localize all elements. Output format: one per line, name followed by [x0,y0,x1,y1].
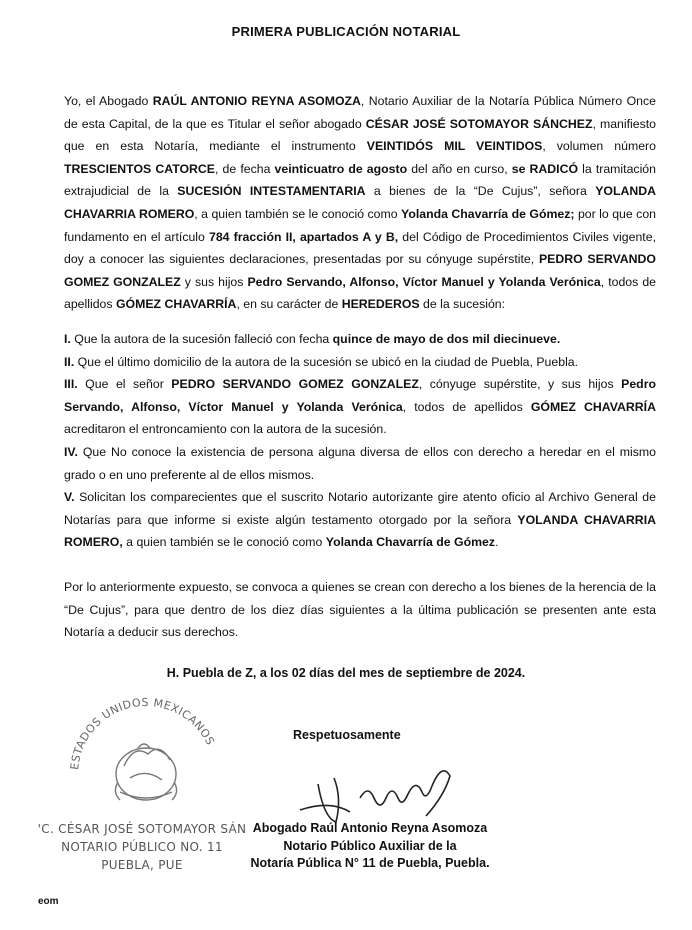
place-date: H. Puebla de Z, a los 02 días del mes de septiembre de 2024. [166,666,526,680]
seal-caption-name: 'C. CÉSAR JOSÉ SOTOMAYOR SÁN [37,822,247,836]
signer-office: Notaría Pública N° 11 de Puebla, Puebla. [250,856,490,870]
declaration-i: I. Que la autora de la sucesión falleció con fecha quince de mayo de dos mil diecinueve. [64,332,561,346]
signer-title: Notario Público Auxiliar de la [283,838,457,853]
closing-salutation: Respetuosamente [293,728,401,742]
document-title: PRIMERA PUBLICACIÓN NOTARIAL [231,24,461,39]
intro-paragraph: Yo, el Abogado RAÚL ANTONIO REYNA ASOMOZA, Notario Auxiliar de la Notaría Pública Número Once de esta Capital, de la que es Titular el señor abogado CÉSAR JOSÉ SOTOMAYOR SÁNCHEZ, manifiesto que en esta Notaría, mediante el instrumento VEINTIDÓS MIL VEINTIDOS, volumen número TRESCIENTOS CATORCE, de fecha veinticuatro de agosto del año en curso, se RADICÓ la tramitación extrajudicial de la SUCESIÓN INTESTAMENTARIA a bienes de la “De Cujus”, señora YOLANDA CHAVARRIA ROMERO, a quien también se le conoció como Yolanda Chavarría de Gómez; por lo que con fundamento en el artículo 784 fracción II, apartados A y B, del Código de Procedimientos Civiles vigente, doy a conocer las siguientes declaraciones, presentadas por su cónyuge supérstite, PEDRO SERVANDO GOMEZ GONZALEZ y sus hijos Pedro Servando, Alfonso, Víctor Manuel y Yolanda Verónica, todos de apellidos GÓMEZ CHAVARRÍA, en su carácter de HEREDEROS de la sucesión: [64,94,656,312]
signer-name: Abogado Raúl Antonio Reyna Asomoza [252,821,488,835]
eagle-emblem-icon [115,744,176,800]
seal-caption-city: PUEBLA, PUE [101,858,183,872]
declaration-iii: III. Que el señor PEDRO SERVANDO GOMEZ GONZALEZ, cónyuge supérstite, y sus hijos Pedro Servando, Alfonso, Víctor Manuel y Yolanda Verónica, todos de apellidos GÓMEZ CHAVARRÍA acreditaron el entroncamiento con la autora de la sucesión. [64,377,656,437]
notary-seal [60,682,232,824]
seal-caption-title: NOTARIO PÚBLICO NO. 11 [61,840,223,854]
declaration-iv: IV. Que No conoce la existencia de persona alguna diversa de ellos con derecho a heredar en el mismo grado o en uno preferente al de ellos mismos. [64,444,656,482]
handwritten-signature [290,748,490,828]
declaration-v: V. Solicitan los comparecientes que el suscrito Notario autorizante gire atento oficio al Archivo General de Notarías para que informe si existe algún testamento otorgado por la señora YOLANDA CHAVARRIA ROMERO, a quien también se le conoció como Yolanda Chavarría de Gómez. [64,490,656,550]
declarations-list [64,328,656,554]
signature-block [220,820,520,873]
seal-ring-text: ESTADOS UNIDOS MEXICANOS [68,695,217,771]
declaration-ii: II. Que el último domicilio de la autora de la sucesión se ubicó en la ciudad de Puebla, Puebla. [64,354,579,369]
closing-paragraph: Por lo anteriormente expuesto, se convoca a quienes se crean con derecho a los bienes de la herencia de la “De Cujus”, para que dentro de los diez días siguientes a la última publicación se presenten ante esta Notaría a deducir sus derechos. [64,580,656,640]
typist-initials: eom [38,896,59,907]
